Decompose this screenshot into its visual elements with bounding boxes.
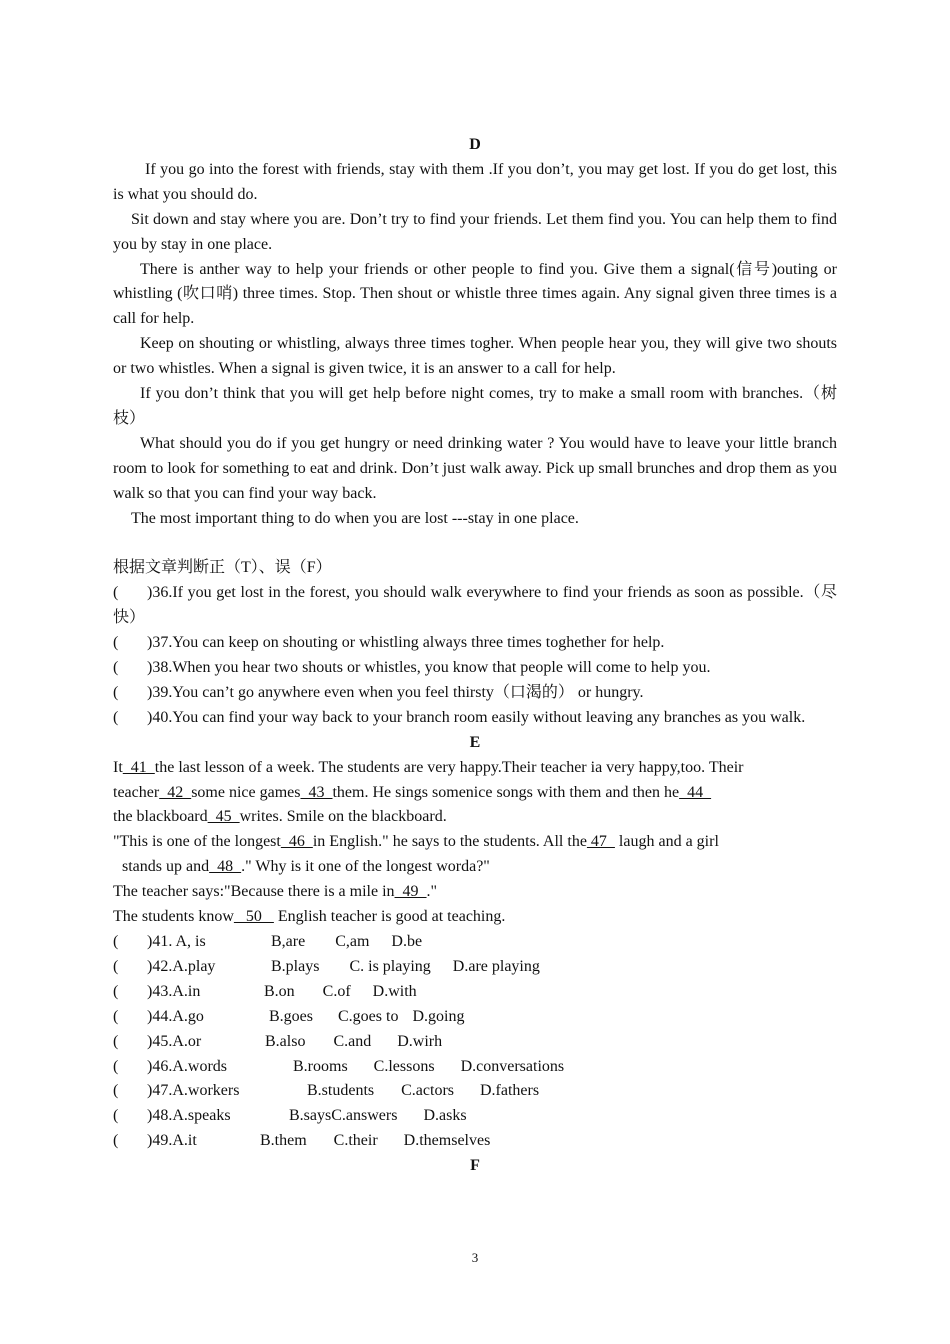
section-d-heading: D <box>469 136 481 153</box>
choice-option-a: )42.A.play <box>147 957 216 975</box>
choice-list <box>113 930 837 1154</box>
text: ." Why is it one of the longest worda?" <box>241 858 490 876</box>
answer-paren[interactable]: ( <box>113 634 119 652</box>
paragraph: Sit down and stay where you are. Don’t try to find your friends. Let them find you. You can help them to find you by stay in one place. <box>113 210 837 253</box>
answer-paren[interactable]: ( <box>113 584 119 602</box>
text: laugh and a girl <box>614 833 719 851</box>
choice-option-a: )44.A.go <box>147 1007 204 1025</box>
choice-option: B.them <box>260 1132 307 1150</box>
choice-option: D.wirh <box>397 1032 443 1050</box>
answer-paren[interactable]: ( <box>113 957 119 975</box>
text: writes. Smile on the blackboard. <box>239 808 447 826</box>
choice-row <box>113 1104 837 1129</box>
paragraph: The most important thing to do when you are lost ---stay in one place. <box>131 509 579 527</box>
paragraph: Keep on shouting or whistling, always three times togher. When people hear you, they will give two shouts or two whistles. When a signal is given twice, it is an answer to a call for help. <box>113 335 837 378</box>
text: teacher <box>113 783 160 801</box>
question-36 <box>113 581 837 631</box>
text: stands up and <box>122 858 210 876</box>
answer-paren[interactable]: ( <box>113 683 119 701</box>
choice-option: C,am <box>335 932 370 950</box>
blank-42[interactable]: 42 <box>159 783 192 801</box>
choice-row <box>113 1079 837 1104</box>
blank-46[interactable]: 46 <box>280 833 313 851</box>
choice-row <box>113 930 837 955</box>
question-text: )40.You can find your way back to your branch room easily without leaving any branches as you walk. <box>147 708 806 726</box>
answer-paren[interactable]: ( <box>113 1057 119 1075</box>
choice-option: C.answers <box>331 1107 398 1125</box>
cloze-line <box>113 905 837 930</box>
answer-paren[interactable]: ( <box>113 708 119 726</box>
choice-option-a: )45.A.or <box>147 1032 202 1050</box>
answer-paren[interactable]: ( <box>113 1132 119 1150</box>
paragraph: If you don’t think that you will get help before night comes, try to make a small room with branches.（树枝） <box>113 385 837 427</box>
choice-row <box>113 1055 837 1080</box>
choice-option: C.their <box>333 1132 378 1150</box>
cloze-line <box>113 756 837 781</box>
instruction: 根据文章判断正（T）、误（F） <box>113 559 332 577</box>
paragraph: What should you do if you get hungry or need drinking water ? You would have to leave your little branch room to look for something to eat and drink. Don’t just walk away. Pick up small brunches and drop them as you walk so that you can find your way back. <box>113 434 837 502</box>
answer-paren[interactable]: ( <box>113 659 119 677</box>
page-number: 3 <box>471 1250 479 1265</box>
paragraph: If you go into the forest with friends, stay with them .If you don’t, you may get lost. If you do get lost, this is what you should do. <box>113 160 837 203</box>
cloze-line <box>113 880 837 905</box>
question-text: )37.You can keep on shouting or whistling always three times toghether for help. <box>147 634 665 652</box>
choice-option-a: )43.A.in <box>147 982 201 1000</box>
choice-option: C.and <box>333 1032 372 1050</box>
cloze-line <box>113 855 837 880</box>
text: English teacher is good at teaching. <box>273 908 506 926</box>
choice-option: B,are <box>271 932 306 950</box>
spacer <box>113 532 837 557</box>
choice-option: D.conversations <box>460 1057 565 1075</box>
choice-option: D.are playing <box>452 957 540 975</box>
choice-option: C.actors <box>401 1082 454 1100</box>
choice-option: D.going <box>412 1007 465 1025</box>
blank-45[interactable]: 45 <box>207 808 240 826</box>
choice-row <box>113 1005 837 1030</box>
answer-paren[interactable]: ( <box>113 932 119 950</box>
blank-41[interactable]: 41 <box>122 758 155 776</box>
choice-option: D.fathers <box>480 1082 540 1100</box>
answer-paren[interactable]: ( <box>113 1007 119 1025</box>
choice-option: D.themselves <box>403 1132 491 1150</box>
blank-48[interactable]: 48 <box>209 858 242 876</box>
choice-option: C.lessons <box>373 1057 435 1075</box>
choice-option: B.says <box>289 1107 332 1125</box>
blank-47[interactable]: 47 <box>586 833 615 851</box>
section-f-heading: F <box>470 1157 480 1175</box>
paragraph: There is anther way to help your friends or other people to find you. Give them a signal(信号)outing or whistling (吹口哨) three times. Stop. Then shout or whistle three times again. Any signal given three times is a call for help. <box>113 260 837 328</box>
question-39 <box>113 681 837 706</box>
text: The students know <box>113 908 234 926</box>
cloze-passage <box>113 756 837 930</box>
choice-row <box>113 980 837 1005</box>
text: It <box>113 758 123 776</box>
cloze-line <box>113 830 837 855</box>
question-text: )38.When you hear two shouts or whistles, you know that people will come to help you. <box>147 659 711 677</box>
question-40 <box>113 706 837 731</box>
choice-option-a: )41. A, is <box>147 932 206 950</box>
text: "This is one of the longest <box>113 833 281 851</box>
text: in English." he says to the students. All the <box>312 833 587 851</box>
question-text: )39.You can’t go anywhere even when you feel thirsty（口渴的） or hungry. <box>147 683 644 701</box>
choice-row <box>113 1030 837 1055</box>
answer-paren[interactable]: ( <box>113 982 119 1000</box>
choice-option: B.plays <box>271 957 320 975</box>
text: some nice games <box>191 783 301 801</box>
choice-option: C.goes to <box>338 1007 399 1025</box>
choice-option: C.of <box>322 982 351 1000</box>
blank-44[interactable]: 44 <box>679 783 712 801</box>
question-text: )36.If you get lost in the forest, you should walk everywhere to find your friends as soon as possible.（尽快） <box>113 584 837 627</box>
text: The teacher says:"Because there is a mile in <box>113 883 395 901</box>
text: the blackboard <box>113 808 208 826</box>
section-e-heading: E <box>469 733 481 751</box>
blank-49[interactable]: 49 <box>394 883 427 901</box>
choice-option: D.be <box>391 932 423 950</box>
choice-option: C. is playing <box>349 957 431 975</box>
answer-paren[interactable]: ( <box>113 1107 119 1125</box>
text: them. He sings somenice songs with them and then he <box>332 783 680 801</box>
blank-43[interactable]: 43 <box>300 783 333 801</box>
choice-option-a: )48.A.speaks <box>147 1107 231 1125</box>
blank-50[interactable]: 50 <box>233 908 274 926</box>
choice-option: B.goes <box>269 1007 313 1025</box>
text: the last lesson of a week. The students are very happy.Their teacher ia very happy,too. Their <box>154 758 744 776</box>
choice-option-a: )47.A.workers <box>147 1082 240 1100</box>
choice-option: B.on <box>264 982 295 1000</box>
choice-row <box>113 955 837 980</box>
choice-option-a: )49.A.it <box>147 1132 197 1150</box>
choice-row <box>113 1129 837 1154</box>
cloze-line <box>113 805 837 830</box>
question-38 <box>113 656 837 681</box>
choice-option: B.rooms <box>293 1057 348 1075</box>
choice-option: D.asks <box>423 1107 467 1125</box>
document-page <box>113 133 837 1179</box>
answer-paren[interactable]: ( <box>113 1032 119 1050</box>
answer-paren[interactable]: ( <box>113 1082 119 1100</box>
choice-option-a: )46.A.words <box>147 1057 227 1075</box>
question-37 <box>113 631 837 656</box>
cloze-line <box>113 781 837 806</box>
text: ." <box>426 883 438 901</box>
choice-option: D.with <box>372 982 417 1000</box>
choice-option: B.also <box>265 1032 306 1050</box>
choice-option: B.students <box>307 1082 375 1100</box>
